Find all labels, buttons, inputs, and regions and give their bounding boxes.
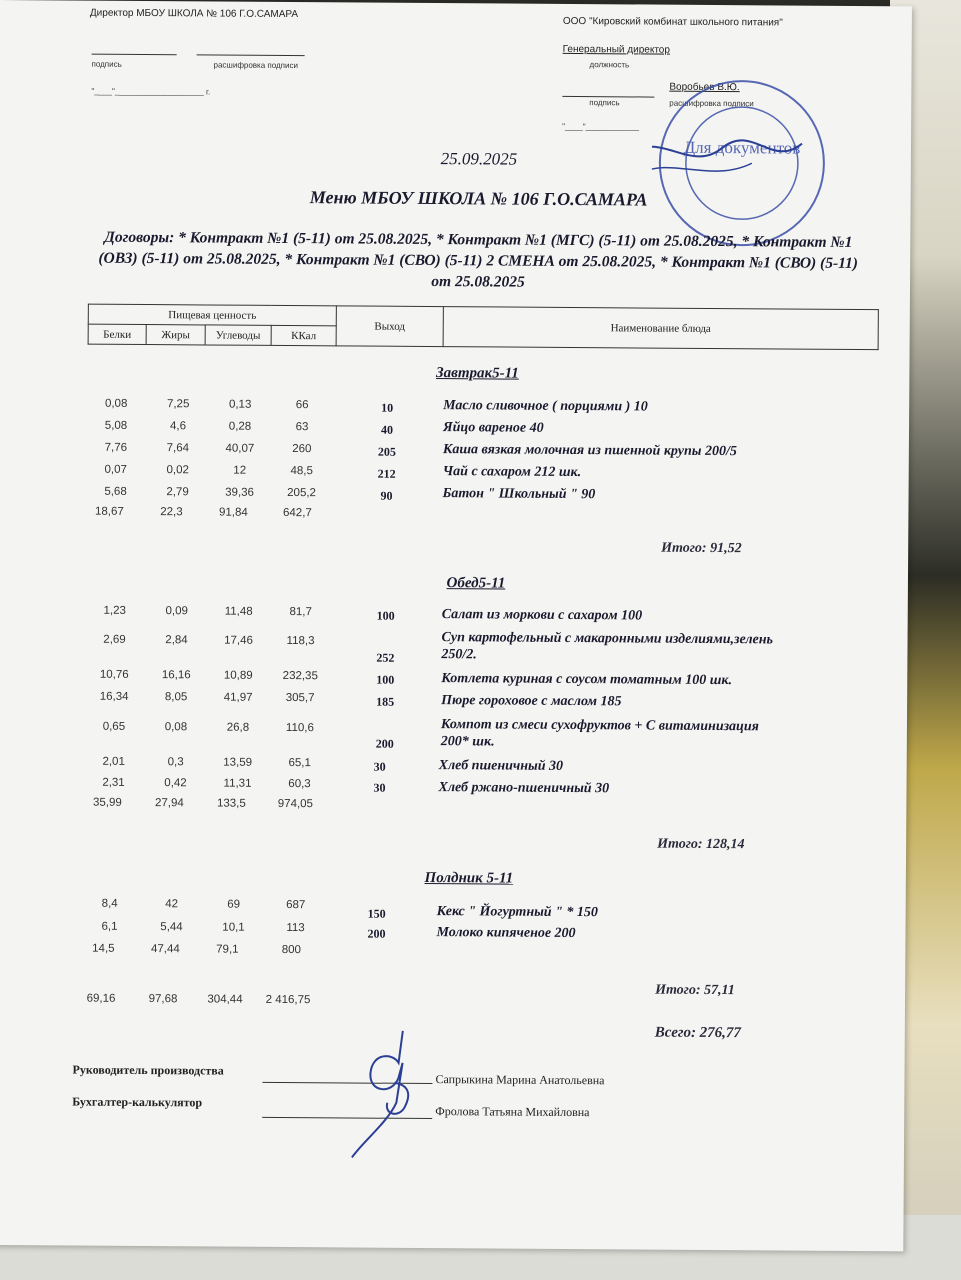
fats-sum: 27,94 bbox=[154, 797, 184, 810]
signature-name: Сапрыкина Марина Анатольевна bbox=[435, 1072, 605, 1088]
date-line-left: "____"____________________ г. bbox=[91, 86, 211, 97]
dish-name: Суп картофельный с макаронными изделиями,зелень bbox=[441, 630, 773, 648]
carbs-value: 10,1 bbox=[222, 921, 245, 934]
kcal-value: 60,3 bbox=[288, 778, 311, 791]
signature-role: Руководитель производства bbox=[72, 1062, 224, 1078]
output-value: 150 bbox=[367, 906, 386, 921]
dish-name: Масло сливочное ( порциями ) 10 bbox=[443, 398, 648, 415]
position-caption: должность bbox=[589, 60, 630, 70]
dish-name: Пюре гороховое с маслом 185 bbox=[441, 693, 622, 710]
proteins-value: 0,65 bbox=[102, 720, 126, 733]
proteins-value: 7,76 bbox=[104, 441, 128, 454]
output-value: 100 bbox=[376, 672, 395, 687]
section-title-lunch: Обед5-11 bbox=[446, 575, 506, 592]
proteins-value: 6,1 bbox=[101, 920, 118, 933]
fats-value: 7,25 bbox=[166, 398, 190, 411]
proteins-value: 0,07 bbox=[104, 463, 127, 476]
fats-value: 5,44 bbox=[160, 921, 183, 934]
decode-caption-left: расшифровка подписи bbox=[213, 60, 298, 71]
carbs-value: 26,8 bbox=[226, 721, 250, 734]
nutrition-header: Пищевая ценность bbox=[88, 304, 336, 326]
carbs-value: 69 bbox=[227, 898, 241, 911]
output-value: 200 bbox=[375, 736, 394, 751]
carbs-sum: 91,84 bbox=[218, 506, 248, 519]
proteins-value: 2,31 bbox=[102, 776, 125, 789]
carbs-value: 0,13 bbox=[228, 398, 252, 411]
stamp-text: Для документов bbox=[683, 137, 801, 158]
proteins-sum: 14,5 bbox=[92, 942, 115, 955]
kcal-value: 65,1 bbox=[288, 757, 311, 770]
handwritten-signature bbox=[332, 1022, 453, 1163]
kcal-value: 63 bbox=[295, 421, 309, 434]
document-title: Меню МБОУ ШКОЛА № 106 Г.О.САМАРА bbox=[309, 187, 648, 210]
proteins-sum: 35,99 bbox=[92, 796, 122, 809]
kcal-sum: 800 bbox=[281, 943, 302, 957]
fats-value: 0,42 bbox=[164, 777, 187, 790]
carbs-value: 41,97 bbox=[223, 691, 253, 704]
kcal-value: 205,2 bbox=[287, 487, 316, 500]
proteins-value: 8,4 bbox=[101, 897, 118, 910]
section-total: Итого: 57,11 bbox=[655, 982, 735, 999]
dish-name: Каша вязкая молочная из пшенной крупы 200/5 bbox=[442, 442, 737, 460]
proteins-grand-sum: 69,16 bbox=[86, 992, 116, 1005]
fats-value: 16,16 bbox=[161, 669, 191, 682]
carbs-grand-sum: 304,44 bbox=[207, 993, 243, 1006]
output-value: 90 bbox=[380, 488, 393, 503]
kcal-value: 687 bbox=[286, 899, 306, 912]
output-value: 200 bbox=[367, 926, 386, 941]
proteins-header: Белки bbox=[88, 324, 146, 344]
carbs-value: 40,07 bbox=[225, 442, 255, 455]
carbs-value: 39,36 bbox=[225, 486, 254, 499]
carbs-value: 13,59 bbox=[223, 756, 253, 769]
proteins-value: 2,01 bbox=[102, 755, 125, 768]
sign-caption-left: подпись bbox=[91, 59, 122, 69]
output-value: 10 bbox=[381, 400, 394, 415]
carbs-value: 11,31 bbox=[223, 777, 252, 790]
fats-value: 0,02 bbox=[166, 464, 189, 477]
kcal-value: 81,7 bbox=[289, 606, 312, 619]
fats-value: 2,84 bbox=[165, 634, 188, 647]
kcal-header: ККал bbox=[271, 325, 336, 345]
sign-line-left bbox=[92, 54, 177, 56]
kcal-value: 113 bbox=[286, 922, 305, 935]
signature-role: Бухгалтер-калькулятор bbox=[72, 1094, 203, 1110]
fats-value: 7,64 bbox=[166, 442, 190, 455]
carbs-header: Углеводы bbox=[205, 325, 271, 345]
output-value: 30 bbox=[373, 780, 386, 795]
grand-total: Всего: 276,77 bbox=[654, 1024, 742, 1042]
fats-sum: 22,3 bbox=[160, 506, 183, 519]
dish-name: Хлеб пшеничный 30 bbox=[438, 758, 564, 774]
decode-caption-right: расшифровка подписи bbox=[669, 98, 754, 109]
carbs-value: 11,48 bbox=[224, 605, 253, 618]
sign-caption-right: подпись bbox=[589, 98, 620, 108]
decode-line-left bbox=[197, 54, 305, 56]
kcal-value: 66 bbox=[295, 399, 309, 412]
dish-name: Кекс " Йогуртный " * 150 bbox=[436, 904, 598, 921]
output-value: 205 bbox=[377, 444, 396, 459]
output-value: 252 bbox=[376, 650, 395, 665]
proteins-sum: 18,67 bbox=[94, 505, 124, 518]
kcal-value: 305,7 bbox=[285, 692, 315, 705]
fats-value: 4,6 bbox=[169, 420, 187, 433]
output-value: 100 bbox=[376, 608, 395, 623]
output-header: Выход bbox=[336, 306, 443, 347]
fats-value: 2,79 bbox=[166, 486, 189, 499]
fats-header: Жиры bbox=[146, 325, 205, 345]
kcal-sum: 974,05 bbox=[277, 797, 314, 811]
dish-name-continued: 250/2. bbox=[441, 647, 477, 663]
carbs-value: 12 bbox=[233, 464, 247, 477]
document-date: 25.09.2025 bbox=[440, 149, 518, 169]
proteins-value: 5,08 bbox=[104, 419, 128, 432]
kcal-value: 48,5 bbox=[290, 465, 313, 478]
carbs-value: 10,89 bbox=[223, 669, 253, 682]
dish-name: Чай с сахаром 212 шк. bbox=[442, 464, 582, 481]
section-title-breakfast: Завтрак5-11 bbox=[435, 365, 519, 382]
carbs-sum: 133,5 bbox=[216, 797, 246, 810]
approval-left-header: Директор МБОУ ШКОЛА № 106 Г.О.САМАРА bbox=[89, 7, 299, 21]
dish-name: Котлета куриная с соусом томатным 100 шк. bbox=[441, 671, 733, 689]
fats-value: 0,3 bbox=[167, 756, 184, 769]
output-value: 40 bbox=[380, 422, 394, 437]
section-total: Итого: 128,14 bbox=[657, 836, 745, 853]
organization-stamp bbox=[651, 73, 832, 254]
kcal-value: 118,3 bbox=[286, 635, 315, 648]
approver-name: Воробьев В.Ю. bbox=[669, 81, 740, 94]
dish-name-continued: 200* шк. bbox=[440, 734, 495, 750]
dish-name: Компот из смеси сухофруктов + С витаминизация bbox=[440, 717, 759, 735]
kcal-sum: 642,7 bbox=[282, 506, 312, 520]
approval-right-org: ООО "Кировский комбинат школьного питания" bbox=[562, 15, 783, 29]
kcal-value: 260 bbox=[292, 443, 312, 456]
dish-name: Батон " Школьный " 90 bbox=[442, 486, 596, 503]
proteins-value: 2,69 bbox=[103, 633, 126, 646]
carbs-value: 17,46 bbox=[224, 634, 253, 647]
date-line-right: "____"____________ bbox=[562, 121, 640, 132]
dish-name: Молоко кипяченое 200 bbox=[436, 925, 576, 942]
proteins-value: 5,68 bbox=[104, 485, 127, 498]
table-header bbox=[88, 304, 879, 351]
kcal-value: 232,35 bbox=[282, 669, 318, 683]
contracts-list: Договоры: * Контракт №1 (5-11) от 25.08.2025, * Контракт №1 (МГС) (5-11) от 25.08.2025, * Контракт №1 (ОВЗ) (5-11) от 25.08.2025, * Контракт №1 (СВО) (5-11) 2 СМЕНА от 25.08.2025, * Контракт №1 (СВО) (5-11) от 25.08.2025 bbox=[98, 228, 859, 291]
output-value: 212 bbox=[377, 466, 396, 481]
section-title-snack: Полдник 5-11 bbox=[424, 869, 514, 887]
dish-name-header: Наименование блюда bbox=[443, 307, 878, 350]
signature-name: Фролова Татьяна Михайловна bbox=[435, 1104, 590, 1120]
output-value: 185 bbox=[376, 694, 395, 709]
dish-name: Салат из моркови с сахаром 100 bbox=[441, 607, 643, 624]
dish-name: Яйцо вареное 40 bbox=[442, 420, 544, 436]
output-value: 30 bbox=[373, 759, 386, 774]
kcal-value: 110,6 bbox=[285, 722, 314, 735]
dish-name: Хлеб ржано-пшеничный 30 bbox=[438, 780, 610, 797]
fats-value: 0,08 bbox=[164, 721, 188, 734]
fats-grand-sum: 97,68 bbox=[148, 993, 178, 1006]
fats-value: 8,05 bbox=[164, 691, 188, 704]
carbs-value: 0,28 bbox=[228, 420, 252, 433]
proteins-value: 1,23 bbox=[103, 604, 126, 617]
carbs-sum: 79,1 bbox=[216, 943, 239, 956]
approval-right-position: Генеральный директор bbox=[562, 43, 670, 56]
fats-value: 42 bbox=[165, 898, 179, 911]
proteins-value: 0,08 bbox=[104, 397, 128, 410]
section-total: Итого: 91,52 bbox=[661, 540, 742, 557]
proteins-value: 16,34 bbox=[99, 690, 129, 703]
proteins-value: 10,76 bbox=[99, 668, 129, 681]
fats-value: 0,09 bbox=[165, 605, 188, 618]
stamp-signature-stroke bbox=[651, 162, 752, 173]
kcal-grand-sum: 2 416,75 bbox=[265, 993, 311, 1007]
fats-sum: 47,44 bbox=[150, 943, 180, 956]
